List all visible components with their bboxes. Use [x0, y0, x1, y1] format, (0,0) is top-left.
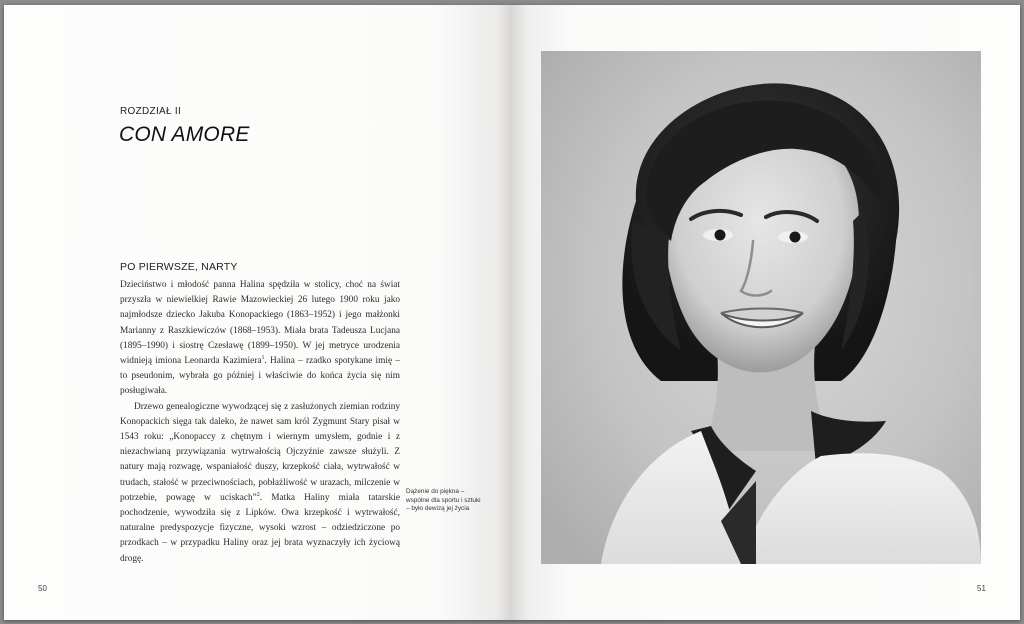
portrait-illustration — [541, 51, 981, 564]
body-text — [120, 278, 400, 567]
chapter-title: CON AMORE — [119, 123, 250, 146]
chapter-label: ROZDZIAŁ II — [120, 106, 182, 117]
photo-caption: Dążenie do piękna – wspólne dla sportu i sztuki – było dewizą jej życia — [406, 488, 481, 513]
paragraph-2-end: . Matka Haliny miała tatarskie pochodzenie, wywodziła się z Lipków. Owa krzepkość i wytrwałość, naturalne predyspozycje fizyczne, wysoki wzrost – odziedziczone po przodkach – w przypadku Haliny oraz jej brata wyznaczyły ich życiową drogę. — [120, 492, 400, 564]
paragraph-1-text: Dzieciństwo i młodość panna Halina spędziła w stolicy, choć na świat przyszła w niewielkiej Rawie Mazowieckiej 26 lutego 1900 roku jako najmłodsze dziecko Jakuba Konopackiego (1863–1952) i jego małżonki Marianny z Raszkiewiczów (1868–1953). Miała brata Tadeusza Lucjana (1895–1990) i siostrę Czesławę (1899–1950). W jej metryce urodzenia widnieją imiona Leonarda Kazimiera — [120, 280, 400, 367]
footnote-marker-2: 2 — [256, 491, 260, 498]
footnote-marker-1: 1 — [261, 354, 265, 361]
page-number-left: 50 — [38, 584, 47, 593]
paragraph-2 — [120, 400, 400, 567]
section-heading: PO PIERWSZE, NARTY — [120, 261, 238, 273]
paragraph-1-end: . Halina – rzadko spotykane imię – to pseudonim, wybrała go później i właściwie do końca życia się nim posługiwała. — [120, 356, 400, 397]
left-page — [4, 5, 512, 620]
paragraph-2-text: Drzewo genealogiczne wywodzącej się z zasłużonych ziemian rodziny Konopackich sięga tak daleko, że nawet sam król Zygmunt Stary pisał w 1543 roku: „Konopaccy z chętnym i wiernym umysłem, godnie i z niezachwianą przywiązania wytrwałością Ojczyźnie zawsze służyli. Z natury mają rozwagę, wspaniałość duszy, krzepkość ciała, wytrwałość w trudach, stałość w przeciwnościach, pobłażliwość w urazach, milczenie w potrzebie, powagę w uciskach” — [120, 401, 400, 503]
paragraph-1 — [120, 278, 400, 400]
portrait-photo — [541, 51, 981, 564]
page-number-right: 51 — [977, 584, 986, 593]
